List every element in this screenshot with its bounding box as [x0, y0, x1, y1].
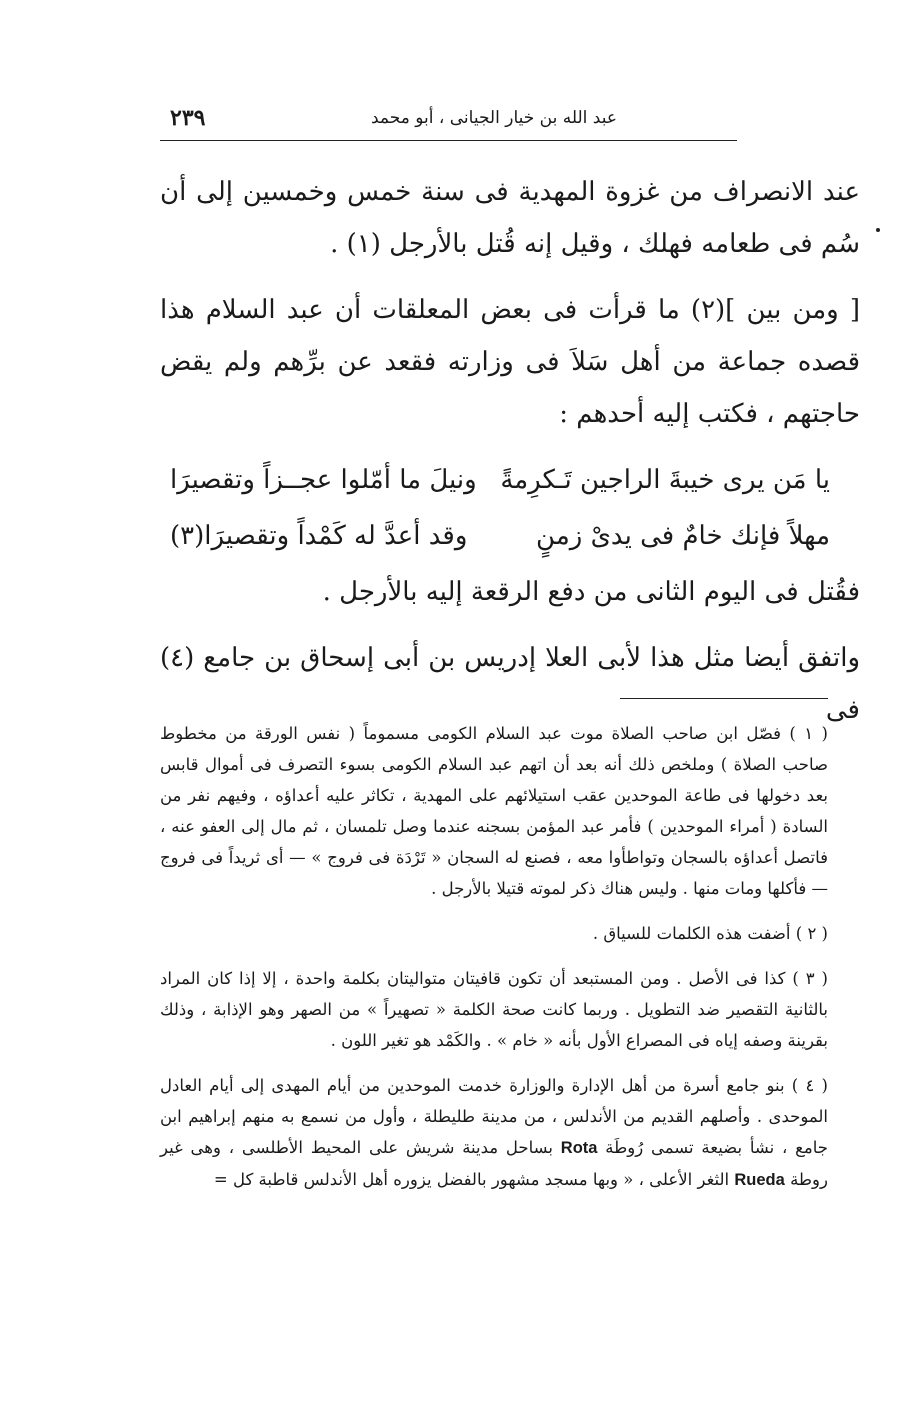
header-rule: [160, 140, 737, 141]
paragraph-2: [ ومن بين ](٢) ما قرأت فى بعض المعلقات أن عبد السلام هذا قصده جماعة من أهل سَلاَ فى وزارته فقعد عن برِّهم ولم يقض حاجتهم ، فكتب إليه أحدهم :: [160, 295, 860, 429]
verse-line-1: [160, 454, 860, 506]
footnote-4: [160, 1070, 828, 1196]
footnote-3: ( ٣ ) كذا فى الأصل . ومن المستبعد أن تكون قافيتان متواليتان بكلمة واحدة ، إلا إذا كان المراد بالثانية التقصير ضد التطويل . وربما كانت صحة الكلمة « تصهيراً » من الصهر وهو الإذابة ، وذلك بقرينة وصفه إياه فى المصراع الأول بأنه « خام » . والكَمْد هو تغير اللون .: [160, 969, 828, 1050]
paragraph-1: عند الانصراف من غزوة المهدية فى سنة خمس وخمسين إلى أن سُم فى طعامه فهلك ، وقيل إنه قُتل بالأرجل (١) .: [160, 177, 860, 259]
main-text: [160, 166, 860, 750]
running-title: عبد الله بن خيار الجيانى ، أبو محمد: [370, 108, 617, 128]
footnotes: [160, 718, 828, 1210]
latin-term-rueda: Rueda: [734, 1171, 785, 1189]
verse-2-first-hemistich: مهلاً فإنك خامٌ فى يدىْ زمنٍ: [536, 521, 830, 551]
verse-1-second-hemistich: ونيلَ ما أمّلوا عجــزاً وتقصيرَا: [170, 465, 477, 495]
paragraph-4: واتفق أيضا مثل هذا لأبى العلا إدريس بن أبى إسحاق بن جامع (٤) فى: [160, 643, 860, 725]
verse-1-first-hemistich: يا مَن يرى خيبةَ الراجين تَـكرِمةً: [500, 465, 830, 495]
page-header: [170, 100, 617, 136]
footnote-1: ( ١ ) فصّل ابن صاحب الصلاة موت عبد السلام الكومى مسموماً ( نفس الورقة من مخطوط صاحب الصلاة ) وملخص ذلك أنه بعد أن اتهم عبد السلام الكومى بسوء التصرف فى أموال قابس بعد دخولها فى طاعة الموحدين عقب استيلائهم على المهدية ، تكاثر عليه أعداؤه ، وفيهم نفر من السادة ( أمراء الموحدين ) فأمر عبد المؤمن بسجنه عندما وصل تلمسان ، ثم مال إلى العفو عنه ، فاتصل أعداؤه بالسجان وتواطأوا معه ، فصنع له السجان « تَرْدَة فى فروج » — أى ثريداً فى فروج — فأكلها ومات منها . وليس هناك ذكر لموته قتيلا بالأرجل .: [160, 724, 828, 898]
verse-line-2: [160, 510, 860, 562]
footnote-2: ( ٢ ) أضفت هذه الكلمات للسياق .: [592, 924, 828, 943]
verse-2-second-hemistich: وقد أعدَّ له كَمْداً وتقصيرَا(٣): [170, 521, 468, 551]
footnote-4-text-b: بساحل مدينة شريش على المحيط الأطلسى ، وهى غير روطة: [160, 1138, 828, 1189]
paragraph-3: فقُتل فى اليوم الثانى من دفع الرقعة إليه بالأرجل .: [322, 577, 860, 607]
footnote-separator: [620, 698, 828, 699]
page-number: ٢٣٩: [170, 105, 206, 131]
footnote-4-text-a: ( ٤ ) بنو جامع أسرة من أهل الإدارة والوزارة خدمت الموحدين من أيام المهدى إلى أيام العادل الموحدى . وأصلهم القديم من الأندلس ، من مدينة طليطلة ، وأول من نسمع به منهم إبراهيم ابن جامع ، نشأ بضيعة تسمى رُوطَة: [160, 1076, 828, 1157]
latin-term-rota: Rota: [560, 1139, 598, 1157]
footnote-4-text-c: الثغر الأعلى ، « وبها مسجد مشهور بالفضل يزوره أهل الأندلس قاطبة كل =: [213, 1170, 730, 1189]
margin-dot: [876, 228, 880, 232]
